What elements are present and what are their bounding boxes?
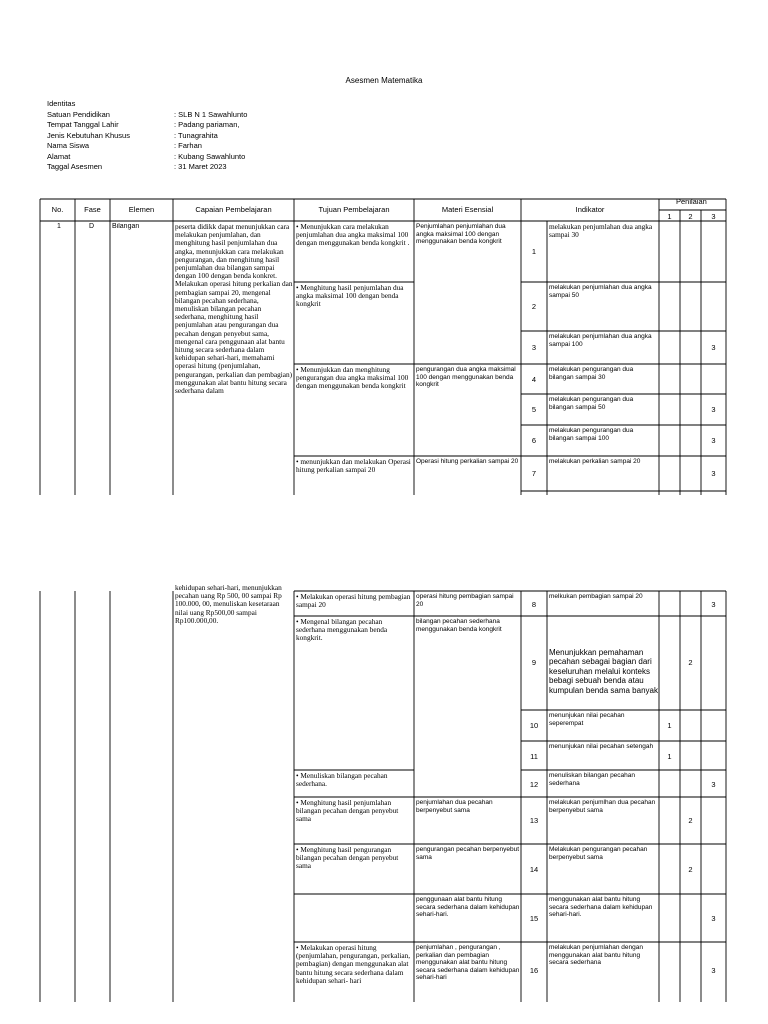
capaian-text-continued: kehidupan sehari-hari, menunjukkan pecahan uang Rp 500, 00 sampai Rp 100.000, 00, menuliskan kesetaraan nilai uang Rp500,00 sampai Rp100.000,00. — [175, 584, 282, 625]
identity-value: : Farhan — [174, 141, 202, 150]
identity-label: Alamat — [47, 151, 71, 161]
identity-label: Taggal Asesmen — [47, 162, 103, 171]
indikator-number: 3 — [531, 343, 537, 352]
indikator-text: melakukan perkalian sampai 20 — [549, 458, 641, 465]
indikator-number: 15 — [529, 914, 539, 923]
score-value: 3 — [711, 469, 716, 478]
indikator-text: melakukan pengurangan dua bilangan sampai 100 — [549, 427, 634, 442]
score-value: 2 — [688, 816, 693, 825]
score-value: 2 — [688, 865, 693, 874]
tujuan-cell: • Mengenal bilangan pecahan sederhana menggunakan benda kongkrit. — [296, 618, 388, 643]
score-value: 1 — [667, 721, 672, 730]
tujuan-cell: • Melakukan operasi hitung pembagian sampai 20 — [296, 593, 411, 610]
header-elemen: Elemen — [128, 205, 155, 214]
indikator-number: 2 — [531, 302, 537, 311]
identity-value: : Kubang Sawahlunto — [174, 151, 246, 161]
capaian-text: peserta didikk dapat menunjukkan cara melakukan penjumlahan, dan menghitung hasil penjumlahan dua angka, menunjukkan cara melakukan pengurangan, dan menghitung hasil penjumlahan dua bilangan sampai dengan 100 dengan benda konkret. Melakukan operasi hitung perkalian dan pembagian sampai 20, mengenal bilangan pecahan sederhana, menuliskan bilangan pecahan sederhana, menghitung hasil penjumlahan atau pengurangan dua pecahan dengan penyebut sama, mengenal cara penggunaan alat bantu hitung secara sederhana dalam kehidupan sehari-hari, memahami operasi hitung (penjumlahan, pengurangan, perkalian dan pembagian) menggunakan alat bantu hitung secara sederhana dalam — [175, 223, 293, 396]
indikator-number: 13 — [529, 816, 539, 825]
tujuan-cell: • Menunjukkan dan menghitung pengurangan dua angka maksimal 100 dengan menggunakan benda kongkrit — [296, 366, 409, 391]
indikator-text: melakukan penjumlhan dua pecahan berpenyebut sama — [549, 799, 656, 814]
materi-cell: Operasi hitung perkalian sampai 20 — [416, 458, 519, 465]
indikator-number: 7 — [531, 469, 537, 478]
materi-cell: operasi hitung pembagian sampai 20 — [416, 593, 514, 608]
fase-value: D — [89, 223, 95, 230]
elemen-value: Bilangan — [112, 223, 140, 230]
indikator-text: melkukan pembagian sampai 20 — [549, 593, 643, 600]
materi-cell: penggunaan alat bantu hitung secara sederhana dalam kehidupan sehari-hari. — [416, 896, 520, 919]
identity-label: Satuan Pendidikan — [47, 109, 110, 119]
indikator-number: 12 — [529, 780, 539, 789]
header-fase: Fase — [84, 205, 101, 214]
identity-value: : Padang pariaman, — [174, 120, 240, 129]
materi-cell: bilangan pecahan sederhana menggunakan benda kongkrit — [416, 618, 502, 633]
indikator-text: melakukan penjumlahan dua angka sampai 50 — [549, 284, 652, 299]
materi-cell: penjumlahan dua pecahan berpenyebut sama — [416, 799, 493, 814]
score-value: 3 — [711, 405, 716, 414]
indikator-text: melakukan penjumlahan dua angka sampai 100 — [549, 333, 652, 348]
row-number: 1 — [57, 223, 61, 230]
tujuan-cell: • Menghitung hasil pengurangan bilangan pecahan dengan penyebut sama — [296, 846, 399, 871]
indikator-text: menuliskan bilangan pecahan sederhana — [549, 772, 636, 787]
identity-value: : Tunagrahita — [174, 130, 218, 140]
indikator-text: melakukan pengurangan dua bilangan sampai 50 — [549, 396, 634, 411]
indikator-text: menunjukan nilai pecahan setengah — [549, 743, 654, 750]
identity-label: Nama Siswa — [47, 141, 90, 150]
indikator-text: menggunakan alat bantu hitung secara sederhana dalam kehidupan sehari-hari. — [549, 896, 653, 919]
materi-cell: pengurangan dua angka maksimal 100 dengan menggunakan benda kongkrit — [416, 366, 516, 389]
document-title: Asesmen Matematika — [345, 76, 423, 85]
header-score-3: 3 — [711, 212, 716, 221]
indikator-text: menunjukan nilai pecahan seperempat — [549, 712, 625, 727]
score-value: 3 — [711, 600, 716, 609]
header-capaian: Capaian Pembelajaran — [195, 205, 272, 214]
indikator-number: 14 — [529, 865, 539, 874]
materi-cell: pengurangan pecahan berpenyebut sama — [416, 846, 520, 861]
identity-label: Jenis Kebutuhan Khusus — [47, 130, 130, 140]
indikator-number: 16 — [529, 966, 539, 975]
indikator-text: melakukan pengurangan dua bilangan sampai 30 — [549, 366, 634, 381]
header-indikator: Indikator — [575, 205, 605, 214]
indikator-text: melakukan penjumlahan dua angka sampai 30 — [549, 223, 653, 240]
identity-value: : SLB N 1 Sawahlunto — [174, 109, 248, 119]
header-tujuan: Tujuan Pembelajaran — [318, 205, 390, 214]
score-value: 3 — [711, 914, 716, 923]
materi-cell: Penjumlahan penjumlahan dua angka maksimal 100 dengan menggunakan benda kongkrit — [416, 223, 506, 246]
tujuan-cell: • menunjukkan dan melakukan Operasi hitung perkalian sampai 20 — [296, 458, 411, 475]
score-value: 2 — [688, 658, 693, 667]
tujuan-cell: • Menghitung hasil penjumlahan dua angka maksimal 100 dengan benda kongkrit — [296, 284, 404, 309]
header-no: No. — [51, 205, 64, 214]
indikator-text: melakukan penjumlahan dengan menggunakan alat bantu hitung secara sederhana — [549, 944, 643, 967]
indikator-number: 5 — [531, 405, 537, 414]
indikator-text: Menunjukkan pemahaman pecahan sebagai bagian dari keseluruhan melalui konteks bebagi sebuah benda atau kumpulan benda sama banyak — [549, 648, 658, 695]
tujuan-cell: • Menuliskan bilangan pecahan sederhana. — [296, 772, 388, 789]
indikator-number: 1 — [531, 247, 537, 256]
identity-heading: Identitas — [47, 99, 76, 108]
tujuan-cell: • Melakukan operasi hitung (penjumlahan, pengurangan, perkalian, pembagian) dengan menggunakan alat bantu hitung secara sederhana dalam kehidupan sehari- hari — [296, 944, 411, 985]
header-penilaian: Penilaian — [676, 197, 707, 206]
header-materi: Materi Esensial — [441, 205, 494, 214]
header-score-1: 1 — [667, 212, 672, 221]
indikator-text: Melakukan pengurangan pecahan berpenyebut sama — [549, 846, 648, 861]
score-value: 3 — [711, 966, 716, 975]
header-score-2: 2 — [688, 212, 693, 221]
indikator-number: 6 — [531, 436, 537, 445]
indikator-number: 4 — [531, 375, 537, 384]
indikator-number: 10 — [529, 721, 539, 730]
identity-value: : 31 Maret 2023 — [174, 162, 227, 171]
tujuan-cell: • Menunjukkan cara melakukan penjumlahan dua angka maksimal 100 dengan menggunakan benda kongkrit . — [296, 223, 410, 248]
score-value: 3 — [711, 780, 716, 789]
indikator-number: 9 — [531, 658, 537, 667]
tujuan-cell: • Menghitung hasil penjumlahan bilangan pecahan dengan penyebut sama — [296, 799, 399, 824]
score-value: 3 — [711, 436, 716, 445]
identity-label: Tempat Tanggal Lahir — [47, 120, 119, 129]
score-value: 3 — [711, 343, 716, 352]
score-value: 1 — [667, 752, 672, 761]
materi-cell: penjumlahan , pengurangan , perkalian dan pembagian menggunakan alat bantu hitung secara sederhana dalam kehidupan sehari-hari — [416, 944, 520, 982]
indikator-number: 8 — [531, 600, 537, 609]
indikator-number: 11 — [530, 752, 538, 761]
